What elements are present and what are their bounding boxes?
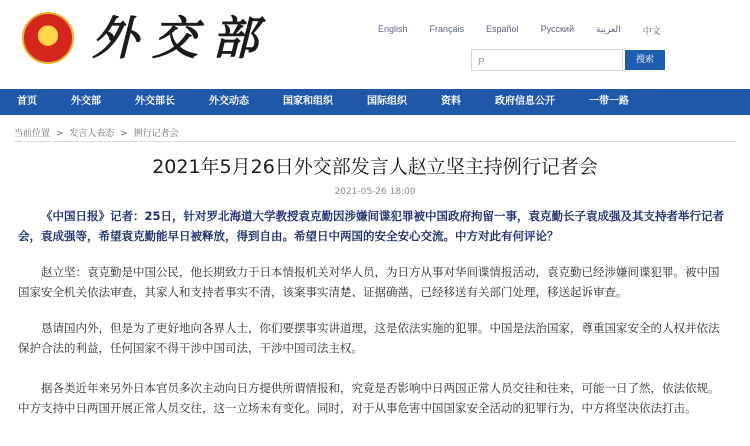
language-switcher bbox=[378, 24, 661, 37]
nav-item-gov-info[interactable]: 政府信息公开 bbox=[495, 96, 555, 107]
nav-item-belt-road[interactable]: 一带一路 bbox=[589, 96, 629, 107]
lang-english-link[interactable]: English bbox=[378, 24, 408, 34]
search-input[interactable] bbox=[472, 53, 622, 73]
lang-chinese-link[interactable]: 中文 bbox=[642, 26, 661, 36]
breadcrumb-current-location: 当前位置 bbox=[14, 129, 51, 139]
lang-arabic-link[interactable]: العربية bbox=[595, 24, 621, 34]
nav-item-home[interactable]: 首页 bbox=[17, 96, 37, 107]
nav-item-countries[interactable]: 国家和组织 bbox=[283, 96, 333, 107]
article-paragraph: 恳请国内外，但是为了更好地向各界人士，你们要摆事实讲道理，这是依法实施的犯罪。中国是法治国家，尊重国家安全的人权并依法保护合法的利益，任何国家不得干涉中国司法，干涉中国司法主权。 bbox=[18, 321, 720, 355]
search-box bbox=[471, 49, 623, 71]
article-date: 2021-05-26 18:00 bbox=[334, 187, 416, 197]
breadcrumb-spokesperson[interactable]: 发言人表态 bbox=[69, 129, 115, 139]
nav-item-ministry[interactable]: 外交部 bbox=[71, 96, 101, 107]
breadcrumb-separator: > bbox=[55, 129, 64, 139]
lang-spanish-link[interactable]: Español bbox=[486, 24, 519, 34]
nav-item-minister[interactable]: 外交部长 bbox=[135, 96, 175, 107]
breadcrumb-separator: > bbox=[120, 129, 128, 139]
article-title: 2021年5月26日外交部发言人赵立坚主持例行记者会 bbox=[152, 156, 598, 178]
nav-item-organizations[interactable]: 国际组织 bbox=[367, 96, 407, 107]
article-paragraph: 《中国日报》记者：25日，针对罗北海道大学教授袁克勤因涉嫌间谍犯罪被中国政府拘留一事，袁克勤长子袁成强及其支持者举行记者会，袁成强等，希望袁克勤能早日被释放，得到自由。希望日中两国的安全安心交流。中方对此有何评论？ bbox=[18, 209, 724, 243]
article-paragraph: 赵立坚：袁克勤是中国公民，他长期致力于日本情报机关对华人员，为日方从事对华间谍情报活动，袁克勤已经涉嫌间谍犯罪。被中国国家安全机关依法审查，其家人和支持者事实不清，该案事实清楚、证据确凿，已经移送有关部门处理，移送起诉审查。 bbox=[18, 265, 720, 299]
lang-russian-link[interactable]: Русский bbox=[540, 24, 574, 34]
lang-french-link[interactable]: Français bbox=[429, 24, 465, 34]
breadcrumb bbox=[14, 126, 182, 139]
article-paragraph: 据各类近年来另外日本官员多次主动向日方提供所谓情报和，究竟是否影响中日两国正常人员交往和往来，可能一日了然，依法依规。中方支持中日两国开展正常人员交往，这一立场未有变化。同时，对于从事危害中国国家安全活动的犯罪行为，中方将坚决依法打击。 bbox=[18, 381, 720, 415]
search-button[interactable]: 搜索 bbox=[625, 50, 665, 70]
breadcrumb-press-conference[interactable]: 例行记者会 bbox=[133, 129, 179, 139]
nav-item-resources[interactable]: 资料 bbox=[441, 96, 461, 107]
nav-item-activities[interactable]: 外交动态 bbox=[209, 96, 249, 107]
national-emblem-icon bbox=[22, 12, 74, 64]
site-logo[interactable]: 外交部 bbox=[92, 11, 272, 65]
main-nav bbox=[0, 89, 750, 115]
site-header bbox=[0, 0, 750, 90]
divider bbox=[14, 141, 736, 142]
